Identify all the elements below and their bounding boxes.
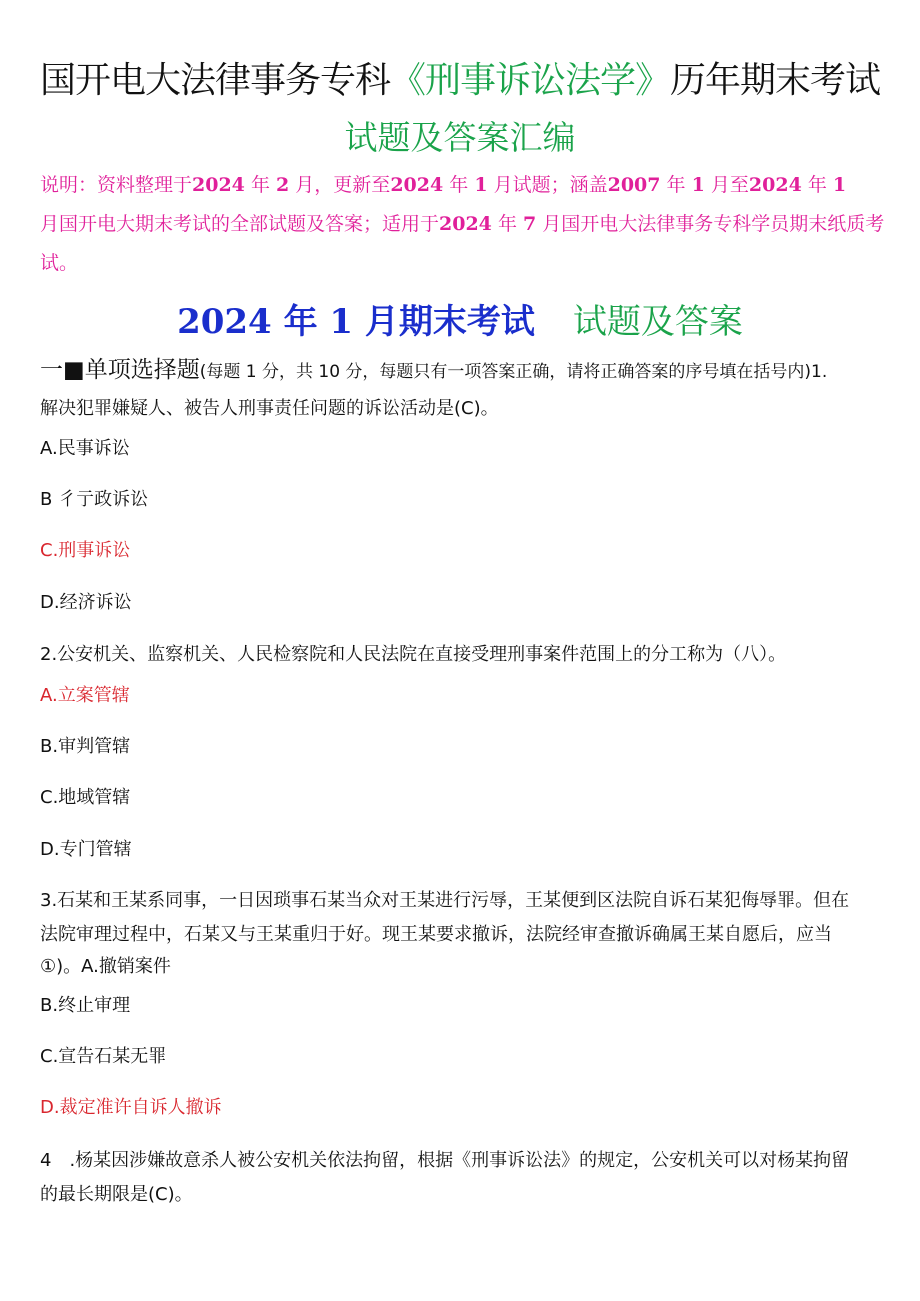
question-1-text: 解决犯罪嫌疑人、被告人刑事责任问题的诉讼活动是(C)。 bbox=[40, 398, 499, 419]
note-text: 月，更新至 bbox=[295, 174, 391, 196]
note-text: 年 bbox=[807, 174, 827, 196]
q1-option-c-answer: C.刑事诉讼 bbox=[40, 540, 131, 561]
question-4-number: 4 bbox=[40, 1150, 52, 1171]
note-number: 2024 bbox=[748, 174, 802, 196]
note-number: 1 bbox=[832, 174, 847, 196]
q2-option-a-answer: A.立案管辖 bbox=[40, 685, 130, 706]
title-prefix: 国开电大法律事务专科 bbox=[39, 60, 390, 101]
exam-section-title bbox=[0, 294, 920, 343]
exam-year: 2024 bbox=[177, 302, 272, 342]
q3-option-b: B.终止审理 bbox=[40, 995, 131, 1016]
note-number: 2024 bbox=[192, 174, 245, 196]
document-title bbox=[0, 52, 920, 103]
q3-option-c: C.宣告石某无罪 bbox=[40, 1046, 167, 1067]
note-text: 年 bbox=[449, 174, 469, 196]
question-3-line2: 法院审理过程中，石某又与王某重归于好。现王某要求撤诉，法院经审查撤诉确属王某自愿后，应当 bbox=[40, 924, 832, 945]
q2-option-d: D.专门管辖 bbox=[40, 839, 132, 860]
note-number: 2 bbox=[276, 174, 290, 196]
question-3-line3: ①)。A.撤销案件 bbox=[40, 956, 171, 977]
q3-option-d-answer: D.裁定准许自诉人撤诉 bbox=[40, 1097, 222, 1118]
title-suffix: 历年期末考试 bbox=[670, 60, 881, 101]
exam-label: 月期末考试 bbox=[364, 302, 535, 342]
note-text: 说明：资料整理于 bbox=[40, 174, 193, 196]
note-number: 1 bbox=[691, 174, 705, 196]
note-text: 月至 bbox=[710, 174, 749, 196]
question-2-text: 2.公安机关、监察机关、人民检察院和人民法院在直接受理刑事案件范围上的分工称为（八）。 bbox=[40, 644, 787, 665]
question-4-text: .杨某因涉嫌故意杀人被公安机关依法拘留，根据《刑事诉讼法》的规定，公安机关可以对杨某拘留 bbox=[69, 1150, 850, 1171]
q1-option-b: B 彳亍政诉讼 bbox=[40, 489, 149, 510]
question-4-line2: 的最长期限是(C)。 bbox=[40, 1184, 193, 1205]
question-3-line1: 3.石某和王某系同事，一日因琐事石某当众对王某进行污辱，王某便到区法院自诉石某犯侮辱罪。但在 bbox=[40, 890, 850, 911]
note-text: 月国开电大法律事务专科学员期末纸质考试。 bbox=[40, 213, 885, 274]
answers-label: 试题及答案 bbox=[572, 302, 743, 342]
description-note bbox=[40, 166, 885, 283]
exam-month: 1 bbox=[329, 302, 354, 342]
note-number: 2024 bbox=[390, 174, 444, 196]
note-text: 月国开电大期末考试的全部试题及答案；适用于 bbox=[40, 213, 440, 235]
q1-option-d: D.经济诉讼 bbox=[40, 592, 132, 613]
q2-option-b: B.审判管辖 bbox=[40, 736, 131, 757]
note-number: 7 bbox=[523, 213, 537, 235]
q2-option-c: C.地域管辖 bbox=[40, 787, 131, 808]
note-text: 年 bbox=[497, 213, 517, 235]
note-text: 月试题；涵盖 bbox=[493, 174, 608, 196]
part-instruction: (每题 1 分，共 10 分，每题只有一项答案正确，请将正确答案的序号填在括号内)1. bbox=[199, 362, 828, 382]
q1-option-a: A.民事诉讼 bbox=[40, 438, 130, 459]
note-number: 2007 bbox=[607, 174, 661, 196]
exam-year-suffix: 年 bbox=[283, 302, 318, 342]
note-text: 年 bbox=[666, 174, 686, 196]
note-number: 1 bbox=[474, 174, 488, 196]
question-4-line1 bbox=[40, 1144, 849, 1177]
note-text: 年 bbox=[250, 174, 270, 196]
title-course: 《刑事诉讼法学》 bbox=[389, 60, 670, 101]
document-subtitle: 试题及答案汇编 bbox=[344, 118, 576, 157]
part-heading: 一■单项选择题 bbox=[40, 357, 200, 383]
note-number: 2024 bbox=[439, 213, 492, 235]
part-heading-line bbox=[40, 354, 827, 389]
